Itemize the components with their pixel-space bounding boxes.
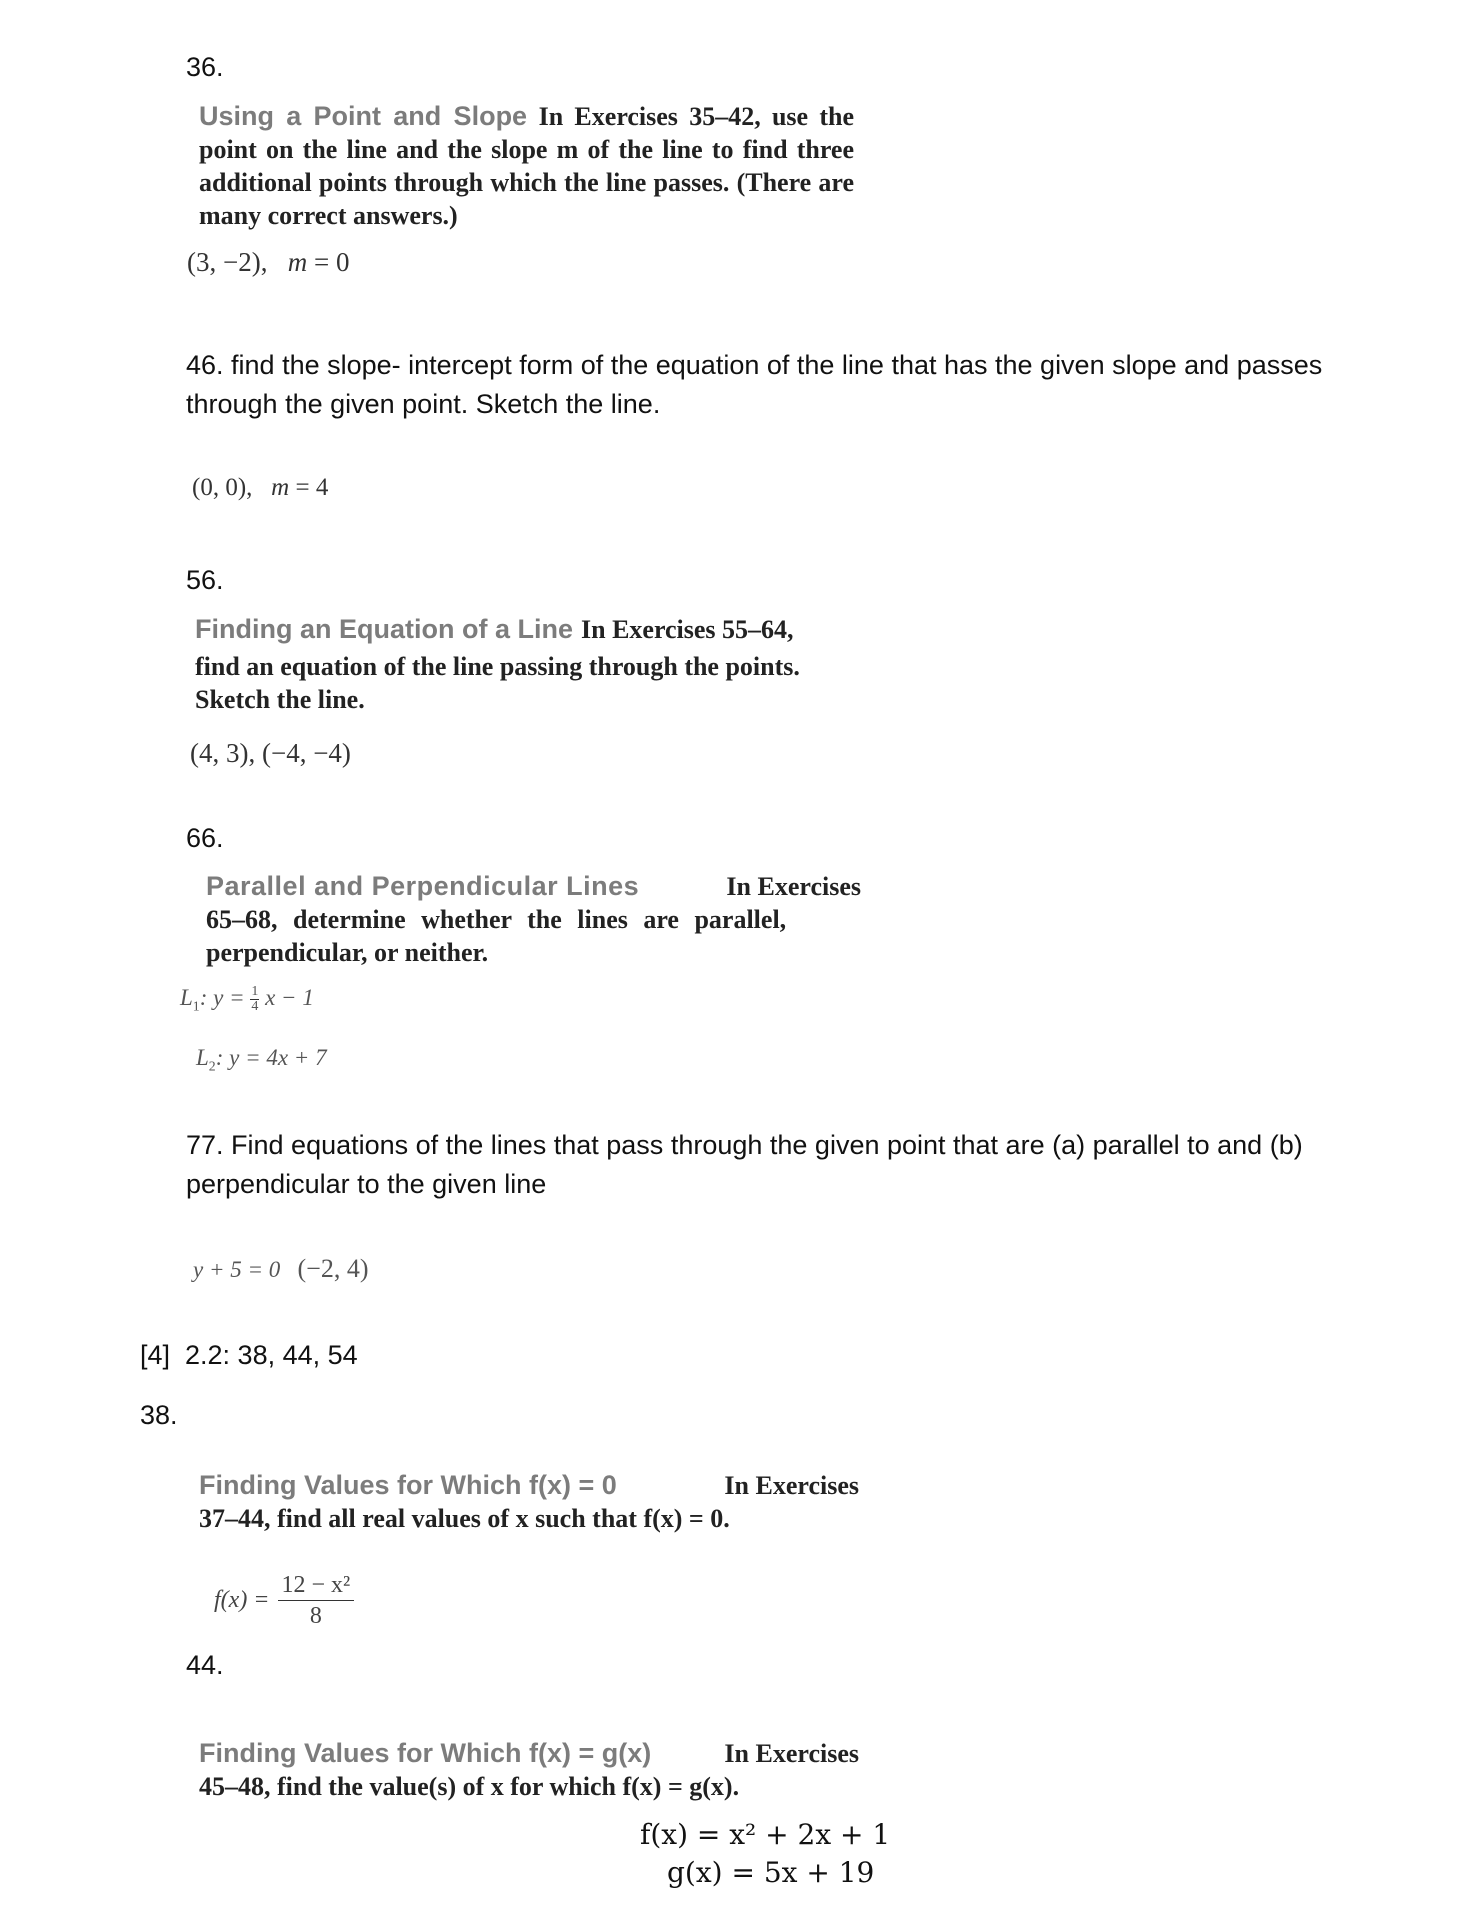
q66-l1-frac-num: 1	[251, 984, 259, 1000]
q38-line2: 37–44, find all real values of x such that f(x) = 0.	[199, 1504, 730, 1533]
q66-l1-eq-start: : y =	[199, 985, 245, 1010]
q56-line1: In Exercises 55–64,	[580, 615, 794, 644]
q66-line-l2	[196, 1045, 327, 1075]
q77-given	[193, 1254, 368, 1284]
q56-prompt	[195, 613, 875, 716]
q38-line1: In Exercises	[724, 1471, 859, 1500]
q66-l2-label: L	[196, 1045, 209, 1070]
q44-line1: In Exercises	[724, 1739, 859, 1768]
q66-l1-frac-den: 4	[251, 999, 259, 1015]
q66-line1: In Exercises	[726, 872, 861, 901]
q36-heading: Using a Point and Slope	[199, 101, 528, 131]
q38-fraction	[278, 1572, 355, 1630]
section-4-heading: [4] 2.2: 38, 44, 54	[140, 1340, 358, 1370]
q56-line3: Sketch the line.	[195, 685, 365, 714]
q36-prompt	[199, 100, 854, 232]
q38-function	[214, 1572, 354, 1630]
q66-line-l1	[180, 985, 314, 1015]
q46-slope-var: m	[271, 474, 290, 501]
q38-heading: Finding Values for Which f(x) = 0	[199, 1470, 617, 1500]
q44-f-equation: f(x) = x² + 2x + 1	[640, 1818, 891, 1851]
q77-line-eq: y + 5 = 0	[193, 1257, 281, 1282]
q38-number: 38.	[140, 1400, 178, 1430]
q46-given	[192, 474, 328, 502]
q38-numerator: 12 − x²	[278, 1572, 355, 1601]
q46-text-line2: through the given point. Sketch the line.	[186, 389, 661, 419]
q66-line2: 65–68, determine whether the lines are parallel,	[206, 905, 787, 934]
q46-slope-value: = 4	[295, 474, 329, 501]
q44-number: 44.	[186, 1650, 224, 1680]
q36-instructions: In Exercises 35–42, use the point on the line and the slope m of the line to find three additional points through which the line passes. (There are many correct answers.)	[199, 102, 854, 230]
q38-denominator: 8	[309, 1603, 322, 1630]
q66-l2-sub: 2	[208, 1058, 216, 1074]
q66-l1-label: L	[180, 985, 193, 1010]
q38-prompt	[199, 1469, 859, 1535]
q77-text-line1: 77. Find equations of the lines that pass through the given point that are (a) parallel to and (b)	[186, 1130, 1303, 1160]
q44-line2: 45–48, find the value(s) of x for which f(x) = g(x).	[199, 1772, 740, 1801]
q36-given	[187, 247, 349, 278]
q46-text-line1: 46. find the slope- intercept form of the equation of the line that has the given slope and passes	[186, 350, 1323, 380]
q56-number: 56.	[186, 565, 224, 595]
q36-slope-var: m	[287, 247, 308, 277]
q66-heading: Parallel and Perpendicular Lines	[206, 871, 640, 901]
q36-slope-value: = 0	[313, 247, 350, 277]
q66-l2-eq: : y = 4x + 7	[215, 1045, 327, 1070]
q44-prompt	[199, 1737, 859, 1803]
q66-l1-eq-end: x − 1	[265, 985, 314, 1010]
q66-number: 66.	[186, 823, 224, 853]
q46-point: (0, 0),	[192, 474, 253, 501]
q36-point: (3, −2),	[187, 247, 268, 277]
q56-points: (4, 3), (−4, −4)	[190, 738, 351, 768]
q44-heading: Finding Values for Which f(x) = g(x)	[199, 1738, 652, 1768]
q38-fx: f(x) =	[214, 1587, 270, 1614]
q66-line3: perpendicular, or neither.	[206, 938, 489, 967]
q44-g-equation: g(x) = 5x + 19	[667, 1856, 875, 1889]
q56-line2: find an equation of the line passing through the points.	[195, 652, 800, 681]
q77-text-line2: perpendicular to the given line	[186, 1169, 547, 1199]
q36-number: 36.	[186, 52, 224, 82]
q66-prompt	[206, 870, 861, 969]
q77-point: (−2, 4)	[297, 1254, 369, 1283]
q66-l1-fraction	[250, 985, 259, 1014]
q56-heading: Finding an Equation of a Line	[195, 614, 573, 644]
q66-l1-sub: 1	[192, 998, 200, 1014]
